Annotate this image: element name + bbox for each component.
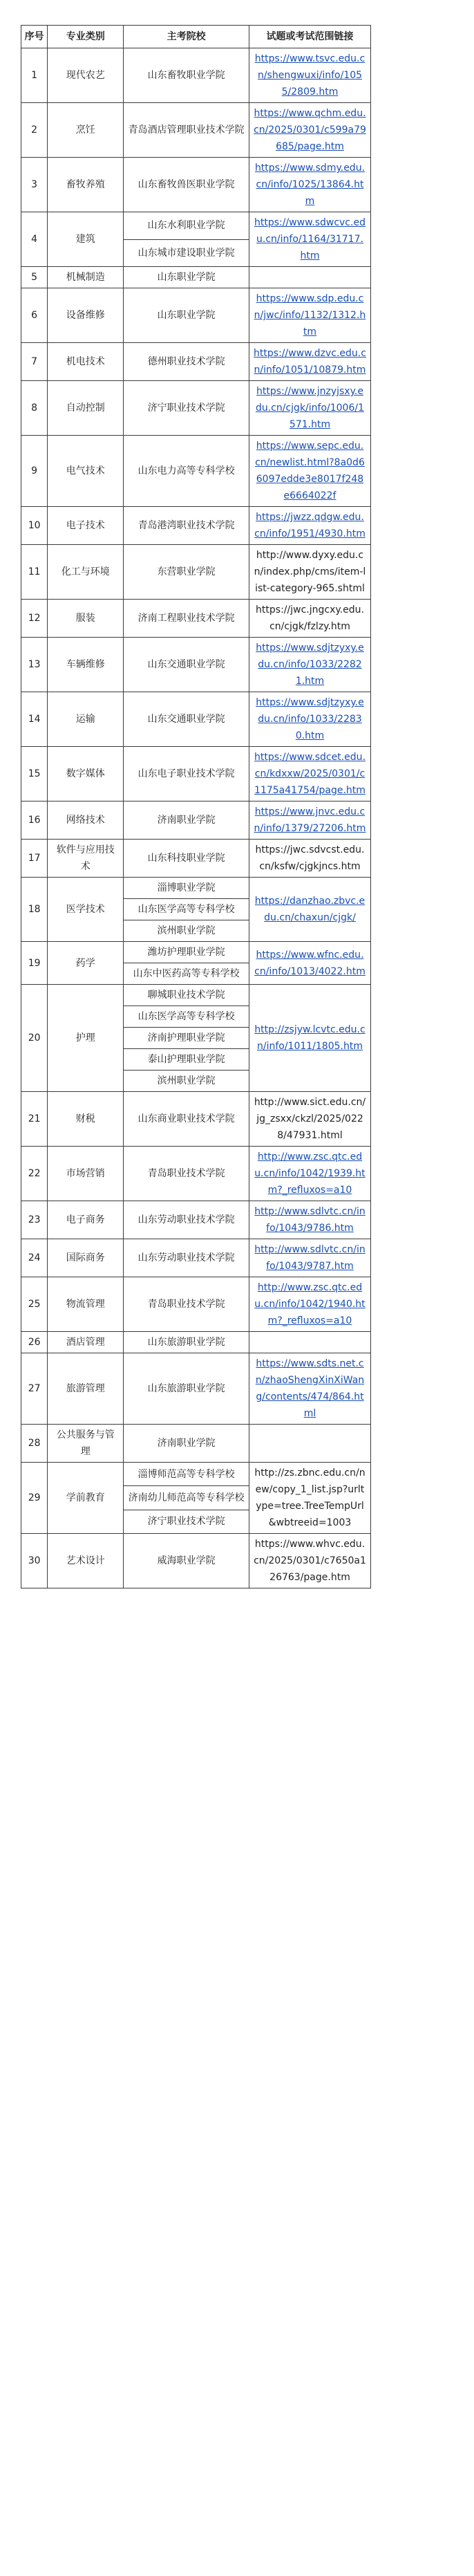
school-name: 潍坊护理职业学院 — [124, 942, 249, 963]
exam-link[interactable]: https://www.sdts.net.cn/zhaoShengXinXiWang/contents/474/864.html — [255, 1358, 365, 1419]
exam-link[interactable]: http://www.zsc.qtc.edu.cn/info/1042/1940.htm?_refluxos=a10 — [254, 1282, 366, 1326]
row-number: 9 — [21, 436, 48, 507]
table-row — [21, 985, 371, 1006]
school-name: 聊城职业技术学院 — [124, 985, 249, 1006]
exam-link-cell — [249, 507, 370, 545]
row-number: 22 — [21, 1147, 48, 1201]
table-row — [21, 1147, 371, 1201]
table-row — [21, 600, 371, 638]
table-row — [21, 878, 371, 899]
exam-link-text: https://jwc.jngcxy.edu.cn/cjgk/fzlzy.htm — [256, 604, 364, 632]
school-name: 济南护理职业学院 — [124, 1028, 249, 1049]
row-number: 18 — [21, 878, 48, 942]
school-name: 青岛职业技术学院 — [124, 1277, 249, 1332]
exam-link-text: http://www.dyxy.edu.cn/index.php/cms/item-list-category-965.shtml — [254, 550, 366, 594]
school-name: 淄博职业学院 — [124, 878, 249, 899]
exam-link-text: https://jwc.sdvcst.edu.cn/ksfw/cjgkjncs.htm — [255, 844, 365, 872]
exam-link-cell — [249, 545, 370, 600]
major-category: 药学 — [48, 942, 124, 985]
school-name: 滨州职业学院 — [124, 1071, 249, 1092]
major-category: 车辆维修 — [48, 638, 124, 692]
major-category: 设备维修 — [48, 288, 124, 343]
table-row — [21, 343, 371, 381]
school-name: 山东交通职业学院 — [124, 638, 249, 692]
row-number: 12 — [21, 600, 48, 638]
school-name: 济宁职业技术学院 — [124, 1510, 249, 1533]
exam-link-text: http://www.sict.edu.cn/jg_zsxx/ckzl/2025/0228/47931.html — [254, 1097, 366, 1141]
exam-link[interactable]: http://www.zsc.qtc.edu.cn/info/1042/1939.htm?_refluxos=a10 — [254, 1151, 366, 1196]
exam-link[interactable]: https://www.qchm.edu.cn/2025/0301/c599a79685/page.htm — [254, 108, 366, 152]
school-name: 德州职业技术学院 — [124, 343, 249, 381]
major-category: 运输 — [48, 692, 124, 747]
row-number: 25 — [21, 1277, 48, 1332]
exam-link[interactable]: https://www.jnzyjsxy.edu.cn/cjgk/info/1006/1571.htm — [255, 386, 364, 430]
school-name: 泰山护理职业学院 — [124, 1049, 249, 1071]
exam-link-cell — [249, 1425, 370, 1463]
exam-link-cell — [249, 436, 370, 507]
exam-link-table — [21, 25, 371, 1588]
exam-link-cell — [249, 343, 370, 381]
major-category: 服装 — [48, 600, 124, 638]
exam-link-cell — [249, 840, 370, 878]
table-row — [21, 267, 371, 288]
row-number: 20 — [21, 985, 48, 1092]
major-category: 软件与应用技术 — [48, 840, 124, 878]
row-number: 19 — [21, 942, 48, 985]
major-category: 护理 — [48, 985, 124, 1092]
school-name: 山东电子职业技术学院 — [124, 747, 249, 801]
row-number: 24 — [21, 1239, 48, 1277]
school-name: 济宁职业技术学院 — [124, 381, 249, 436]
table-row — [21, 1332, 371, 1353]
exam-link-cell — [249, 1353, 370, 1425]
exam-link[interactable]: https://www.sdwcvc.edu.cn/info/1164/31717.htm — [254, 217, 366, 261]
school-name: 淄博师范高等专科学校 — [124, 1463, 249, 1486]
major-category: 医学技术 — [48, 878, 124, 942]
school-name: 滨州职业学院 — [124, 920, 249, 942]
exam-link-cell — [249, 1277, 370, 1332]
table-header-row — [21, 26, 371, 48]
exam-link-cell — [249, 1332, 370, 1353]
school-name: 山东劳动职业技术学院 — [124, 1239, 249, 1277]
row-number: 21 — [21, 1092, 48, 1147]
school-name: 青岛酒店管理职业技术学院 — [124, 103, 249, 158]
major-category: 市场营销 — [48, 1147, 124, 1201]
table-row — [21, 1534, 371, 1588]
exam-link-cell — [249, 267, 370, 288]
table-row — [21, 48, 371, 103]
major-category: 物流管理 — [48, 1277, 124, 1332]
major-category: 电气技术 — [48, 436, 124, 507]
exam-link[interactable]: https://www.sdp.edu.cn/jwc/info/1132/1312.htm — [254, 293, 366, 337]
exam-link-cell — [249, 48, 370, 103]
school-name: 山东电力高等专科学校 — [124, 436, 249, 507]
exam-link[interactable]: https://danzhao.zbvc.edu.cn/chaxun/cjgk/ — [254, 896, 366, 923]
major-category: 现代农艺 — [48, 48, 124, 103]
row-number: 27 — [21, 1353, 48, 1425]
header-no: 序号 — [21, 26, 48, 48]
row-number: 30 — [21, 1534, 48, 1588]
exam-link-cell — [249, 1239, 370, 1277]
table-row — [21, 692, 371, 747]
major-category: 烹饪 — [48, 103, 124, 158]
major-category: 建筑 — [48, 212, 124, 267]
major-category: 化工与环境 — [48, 545, 124, 600]
exam-link-text: http://zs.zbnc.edu.cn/new/copy_1_list.jsp?urltype=tree.TreeTempUrl&wbtreeid=1003 — [254, 1467, 366, 1528]
exam-link-cell — [249, 103, 370, 158]
exam-link-cell — [249, 985, 370, 1092]
row-number: 28 — [21, 1425, 48, 1463]
school-name: 山东畜牧职业学院 — [124, 48, 249, 103]
school-name: 山东旅游职业学院 — [124, 1353, 249, 1425]
row-number: 1 — [21, 48, 48, 103]
exam-link[interactable]: https://www.sdmy.edu.cn/info/1025/13864.htm — [254, 163, 366, 207]
major-category: 公共服务与管理 — [48, 1425, 124, 1463]
major-category: 电子技术 — [48, 507, 124, 545]
row-number: 4 — [21, 212, 48, 267]
exam-link-cell — [249, 1147, 370, 1201]
school-name: 青岛职业技术学院 — [124, 1147, 249, 1201]
major-category: 酒店管理 — [48, 1332, 124, 1353]
school-name: 山东商业职业技术学院 — [124, 1092, 249, 1147]
major-category: 数字媒体 — [48, 747, 124, 801]
table-row — [21, 1201, 371, 1239]
row-number: 7 — [21, 343, 48, 381]
header-school: 主考院校 — [124, 26, 249, 48]
school-name: 济南工程职业技术学院 — [124, 600, 249, 638]
school-name: 青岛港湾职业技术学院 — [124, 507, 249, 545]
exam-link[interactable]: http://zsjyw.lcvtc.edu.cn/info/1011/1805.htm — [254, 1024, 366, 1052]
exam-link[interactable]: https://www.sdjtzyxy.edu.cn/info/1033/22821.htm — [256, 642, 364, 687]
row-number: 3 — [21, 158, 48, 212]
row-number: 6 — [21, 288, 48, 343]
school-name: 山东职业学院 — [124, 288, 249, 343]
school-name: 山东医学高等专科学校 — [124, 1006, 249, 1028]
exam-link-cell — [249, 801, 370, 840]
major-category: 机电技术 — [48, 343, 124, 381]
major-category: 机械制造 — [48, 267, 124, 288]
table-row — [21, 840, 371, 878]
exam-link[interactable]: https://www.dzvc.edu.cn/info/1051/10879.htm — [254, 348, 366, 376]
school-name: 山东劳动职业技术学院 — [124, 1201, 249, 1239]
school-name: 东营职业学院 — [124, 545, 249, 600]
exam-link[interactable]: http://www.sdlvtc.cn/info/1043/9787.htm — [254, 1244, 366, 1272]
major-category: 财税 — [48, 1092, 124, 1147]
exam-link[interactable]: https://www.sepc.edu.cn/newlist.html?8a0d66097edde3e8017f248e6664022f — [255, 441, 365, 501]
exam-link-cell — [249, 747, 370, 801]
school-name: 山东畜牧兽医职业学院 — [124, 158, 249, 212]
exam-link[interactable]: http://www.sdlvtc.cn/info/1043/9786.htm — [254, 1206, 366, 1234]
table-row — [21, 1425, 371, 1463]
header-major: 专业类别 — [48, 26, 124, 48]
header-link: 试题或考试范围链接 — [249, 26, 370, 48]
exam-link-cell — [249, 1463, 370, 1534]
school-name: 山东旅游职业学院 — [124, 1332, 249, 1353]
row-number: 14 — [21, 692, 48, 747]
major-category: 学前教育 — [48, 1463, 124, 1534]
row-number: 11 — [21, 545, 48, 600]
exam-link[interactable]: https://www.jnvc.edu.cn/info/1379/27206.htm — [254, 806, 366, 834]
table-row — [21, 158, 371, 212]
table-row — [21, 103, 371, 158]
row-number: 16 — [21, 801, 48, 840]
row-number: 17 — [21, 840, 48, 878]
major-category: 艺术设计 — [48, 1534, 124, 1588]
major-category: 自动控制 — [48, 381, 124, 436]
school-name: 山东中医药高等专科学校 — [124, 963, 249, 985]
table-row — [21, 1353, 371, 1425]
major-category: 电子商务 — [48, 1201, 124, 1239]
exam-link-cell — [249, 212, 370, 267]
school-name: 山东水利职业学院 — [124, 212, 249, 240]
major-category: 旅游管理 — [48, 1353, 124, 1425]
row-number: 26 — [21, 1332, 48, 1353]
table-row — [21, 942, 371, 963]
major-category: 网络技术 — [48, 801, 124, 840]
table-row — [21, 288, 371, 343]
major-category: 国际商务 — [48, 1239, 124, 1277]
school-name: 山东职业学院 — [124, 267, 249, 288]
table-row — [21, 507, 371, 545]
exam-link-cell — [249, 381, 370, 436]
exam-link-cell — [249, 942, 370, 985]
table-row — [21, 436, 371, 507]
school-name: 威海职业学院 — [124, 1534, 249, 1588]
exam-link-text: https://www.whvc.edu.cn/2025/0301/c7650a126763/page.htm — [254, 1539, 366, 1583]
table-row — [21, 1239, 371, 1277]
table-row — [21, 1463, 371, 1486]
row-number: 29 — [21, 1463, 48, 1534]
table-row — [21, 1092, 371, 1147]
row-number: 10 — [21, 507, 48, 545]
exam-link-cell — [249, 638, 370, 692]
exam-link[interactable]: https://www.sdcet.edu.cn/kdxxw/2025/0301/c1175a41754/page.htm — [254, 752, 366, 796]
exam-link-cell — [249, 1092, 370, 1147]
row-number: 2 — [21, 103, 48, 158]
table-row — [21, 638, 371, 692]
table-row — [21, 801, 371, 840]
exam-link-cell — [249, 158, 370, 212]
exam-link-cell — [249, 692, 370, 747]
school-name: 山东城市建设职业学院 — [124, 239, 249, 267]
exam-link-cell — [249, 1534, 370, 1588]
school-name: 济南职业学院 — [124, 1425, 249, 1463]
school-name: 济南幼儿师范高等专科学校 — [124, 1486, 249, 1510]
table-row — [21, 212, 371, 240]
row-number: 23 — [21, 1201, 48, 1239]
table-row — [21, 545, 371, 600]
school-name: 济南职业学院 — [124, 801, 249, 840]
exam-link-cell — [249, 600, 370, 638]
exam-link[interactable]: https://www.sdjtzyxy.edu.cn/info/1033/22830.htm — [256, 697, 364, 741]
exam-link-cell — [249, 1201, 370, 1239]
row-number: 5 — [21, 267, 48, 288]
school-name: 山东医学高等专科学校 — [124, 899, 249, 920]
exam-link-cell — [249, 878, 370, 942]
school-name: 山东科技职业学院 — [124, 840, 249, 878]
major-category: 畜牧养殖 — [48, 158, 124, 212]
school-name: 山东交通职业学院 — [124, 692, 249, 747]
table-row — [21, 747, 371, 801]
row-number: 15 — [21, 747, 48, 801]
exam-link[interactable]: https://www.wfnc.edu.cn/info/1013/4022.htm — [254, 949, 366, 977]
exam-link[interactable]: https://jwzz.qdgw.edu.cn/info/1951/4930.htm — [254, 512, 366, 539]
row-number: 13 — [21, 638, 48, 692]
table-row — [21, 1277, 371, 1332]
exam-link-cell — [249, 288, 370, 343]
row-number: 8 — [21, 381, 48, 436]
table-row — [21, 381, 371, 436]
exam-link[interactable]: https://www.tsvc.edu.cn/shengwuxi/info/1055/2809.htm — [254, 53, 366, 98]
table-body — [21, 48, 371, 1588]
